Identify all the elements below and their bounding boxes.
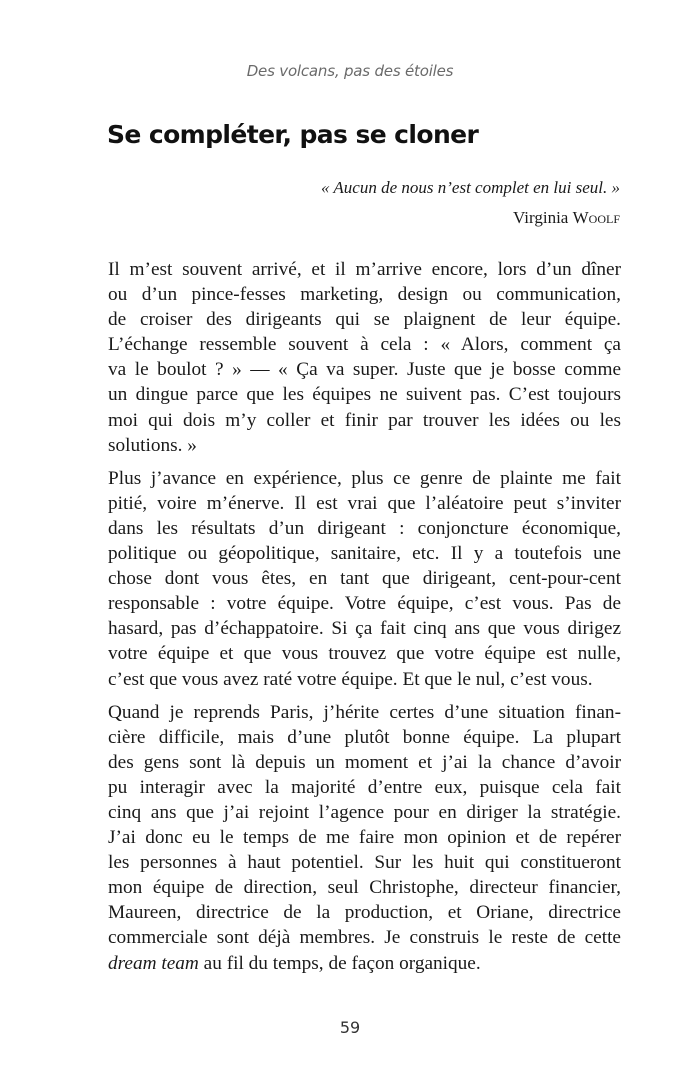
text-line: les personnes à haut potentiel. Sur les huit qui constitueront [108,852,621,874]
author-last-name: Woolf [572,208,620,227]
text-line: de croiser des dirigeants qui se plaignent de leur équipe. [108,309,621,331]
text-line: J’ai donc eu le temps de me faire mon opinion et de repérer [108,827,621,849]
text-line: politique ou géopolitique, sanitaire, etc. Il y a toutefois une [108,543,621,565]
text-line: chose dont vous êtes, en tant que dirigeant, cent-pour-cent [108,568,621,590]
text-line: Il m’est souvent arrivé, et il m’arrive encore, lors d’un dîner [108,259,621,280]
running-header: Des volcans, pas des étoiles [246,62,454,80]
text-line: Maureen, directrice de la production, et Oriane, directrice [108,902,621,924]
text-fragment: au fil du temps, de façon organique. [198,952,481,974]
text-line: ou d’un pince-fesses marketing, design ou communication, [108,284,621,306]
text-line: Plus j’avance en expérience, plus ce genre de plainte me fait [108,467,621,489]
text-line: L’échange ressemble souvent à cela : « Alors, comment ça [108,334,621,356]
epigraph-quote: « Aucun de nous n’est complet en lui seul. » [320,178,620,197]
text-line: votre équipe et que vous trouvez que votre équipe est nulle, [108,643,621,665]
text-line: un dingue parce que les équipes ne suivent pas. C’est toujours [108,384,621,406]
text-line: Quand je reprends Paris, j’hérite certes d’une situation finan- [108,701,621,723]
body-text [108,257,621,984]
text-line: pu interagir avec la majorité d’entre eux, puisque cela fait [108,776,621,798]
epigraph-author [513,208,620,228]
paragraph [108,700,621,976]
text-line: cière difficile, mais d’une plutôt bonne équipe. La plupart [108,726,621,748]
author-first-name: Virginia [513,208,569,227]
text-line: commerciale sont déjà membres. Je construis le reste de cette [108,927,621,949]
text-line: moi qui dois m’y coller et finir par trouver les idées ou les [108,409,621,431]
chapter-title: Se compléter, pas se cloner [107,120,479,149]
text-line: mon équipe de direction, seul Christophe, directeur financier, [108,877,621,899]
page-number: 59 [339,1018,361,1037]
paragraph [108,466,621,692]
text-line: solutions. » [108,434,197,456]
paragraph [108,257,621,458]
text-line: va le boulot ? » — « Ça va super. Juste que je bosse comme [108,359,621,381]
text-line: responsable : votre équipe. Votre équipe, c’est vous. Pas de [108,593,621,615]
text-line: c’est que vous avez raté votre équipe. Et que le nul, c’est vous. [108,668,593,690]
text-line: dans les résultats d’un dirigeant : conjoncture économique, [108,517,621,539]
italic-phrase: dream team [108,952,199,974]
text-line: des gens sont là depuis un moment et j’ai la chance d’avoir [108,751,621,773]
text-line [108,951,621,976]
text-line: pitié, voire m’énerve. Il est vrai que l’aléatoire peut s’inviter [108,492,621,514]
text-line: cinq ans que j’ai rejoint l’agence pour en diriger la stratégie. [108,801,621,823]
text-line: hasard, pas d’échappatoire. Si ça fait cinq ans que vous dirigez [108,618,621,640]
